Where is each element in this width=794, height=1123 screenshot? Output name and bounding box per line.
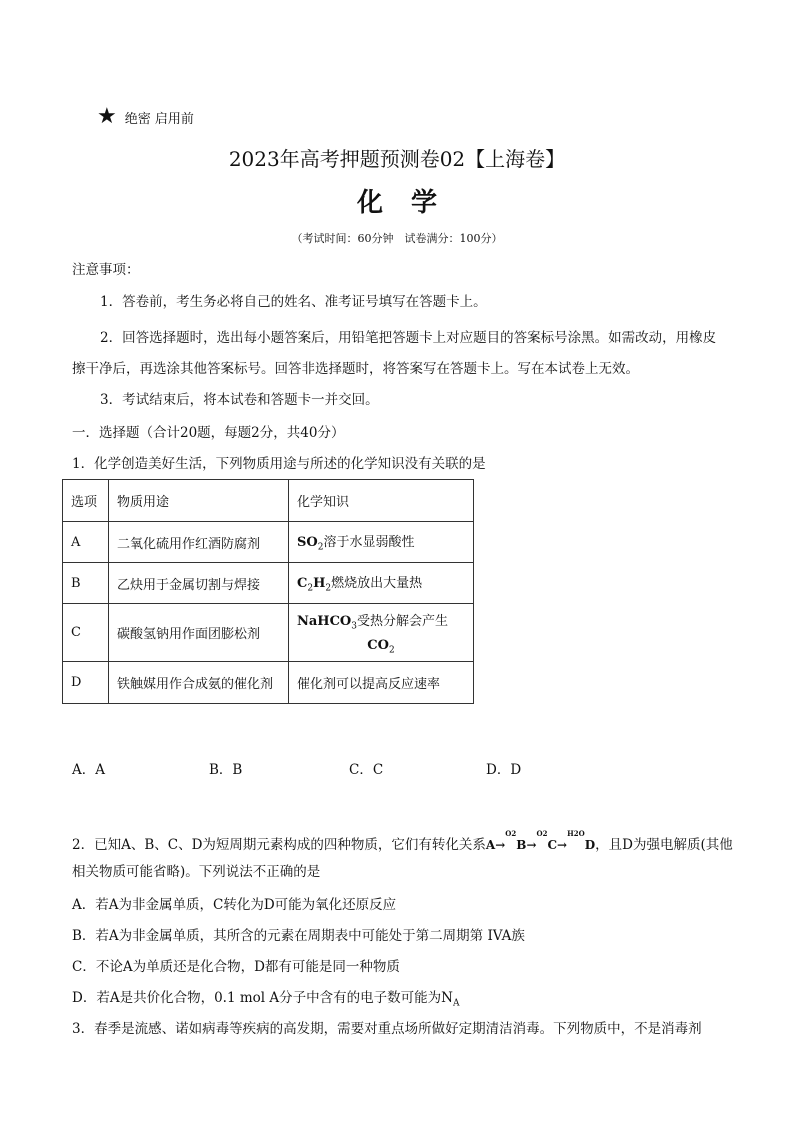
chain-d: D	[584, 838, 596, 852]
table-cell-use: 二氧化硫用作红酒防腐剂	[109, 522, 289, 563]
question-2-option-d	[72, 988, 459, 1014]
arrow-icon: →	[495, 838, 506, 852]
option-d-text: D．若A是共价化合物，0.1 mol A分子中含有的电子数可能为N	[72, 990, 453, 1006]
table-cell-knowledge	[289, 604, 474, 662]
table-header-row	[63, 480, 474, 522]
subject-title: 化学	[356, 188, 465, 218]
confidential-mark	[97, 106, 194, 128]
table-cell-option: C	[63, 604, 109, 662]
star-icon: ★	[97, 104, 117, 129]
question-1-table	[62, 479, 474, 704]
notice-item-3: 3．考试结束后，将本试卷和答题卡一并交回。	[100, 392, 379, 408]
question-2-option-a: A．若A为非金属单质，C转化为D可能为氧化还原反应	[72, 897, 397, 913]
table-cell-option: D	[63, 662, 109, 704]
chain-a: A	[485, 838, 496, 852]
question-1-stem: 1．化学创造美好生活，下列物质用途与所述的化学知识没有关联的是	[72, 456, 486, 472]
table-cell-knowledge	[289, 563, 474, 604]
table-cell-knowledge: 催化剂可以提高反应速率	[289, 662, 474, 704]
notice-heading: 注意事项：	[72, 262, 140, 278]
chain-reagent-3: H2O	[567, 829, 585, 838]
option-d: D．D	[486, 762, 522, 778]
table-cell-knowledge	[289, 522, 474, 563]
option-c: C．C	[349, 762, 384, 778]
conversion-chain	[485, 829, 596, 855]
formula: NaHCO	[297, 613, 352, 629]
chain-reagent-1: O2	[505, 829, 517, 838]
arrow-icon: →	[526, 838, 537, 852]
table-cell-option: B	[63, 563, 109, 604]
formula: H	[313, 576, 326, 592]
formula-sub: 2	[307, 583, 314, 594]
question-2-stem-b: ，且D为强电解质(其他	[595, 837, 733, 853]
question-2-option-b: B．若A为非金属单质，其所含的元素在周期表中可能处于第二周期第 IVA族	[72, 928, 525, 944]
table-header: 化学知识	[289, 480, 474, 522]
table-cell-use: 铁触媒用作合成氨的催化剂	[109, 662, 289, 704]
secret-label: 绝密 启用前	[124, 111, 194, 127]
chain-reagent-2: O2	[536, 829, 548, 838]
table-row	[63, 604, 474, 662]
formula: C	[297, 576, 308, 592]
formula-sub: 2	[317, 542, 324, 553]
option-d-sub: A	[452, 998, 460, 1009]
formula: SO	[297, 535, 318, 551]
chain-c: C	[547, 838, 558, 852]
question-2-stem-c: 相关物质可能省略)。下列说法不正确的是	[72, 864, 321, 880]
chain-b: B	[516, 838, 527, 852]
question-2-option-c: C．不论A为单质还是化合物，D都有可能是同一种物质	[72, 959, 400, 975]
option-a: A．A	[72, 762, 105, 778]
arrow-icon: →	[557, 838, 568, 852]
option-b: B．B	[209, 762, 243, 778]
paper-title: 2023年高考押题预测卷02【上海卷】	[228, 147, 566, 171]
table-row	[63, 662, 474, 704]
question-3-stem: 3．春季是流感、诺如病毒等疾病的高发期，需要对重点场所做好定期清洁消毒。下列物质中，不是消毒剂	[72, 1021, 702, 1037]
table-cell-use: 碳酸氢钠用作面团膨松剂	[109, 604, 289, 662]
knowledge-text: 燃烧放出大量热	[331, 576, 423, 592]
exam-info: （考试时间：60分钟 试卷满分：100分）	[291, 232, 503, 245]
notice-item-1: 1．答卷前，考生务必将自己的姓名、准考证号填写在答题卡上。	[100, 294, 487, 310]
knowledge-text: 受热分解会产生	[357, 613, 449, 629]
table-row	[63, 522, 474, 563]
formula-sub: 3	[351, 621, 357, 632]
formula-sub: 2	[388, 645, 395, 656]
question-2-stem	[72, 829, 733, 855]
section-heading: 一．选择题（合计20题，每题2分，共40分）	[72, 425, 345, 441]
table-cell-use: 乙炔用于金属切割与焊接	[109, 563, 289, 604]
question-2-stem-a: 2．已知A、B、C、D为短周期元素构成的四种物质，它们有转化关系	[72, 837, 486, 853]
formula-sub: 2	[325, 583, 332, 594]
table-header: 选项	[63, 480, 109, 522]
knowledge-text: 溶于水显弱酸性	[323, 535, 415, 551]
formula: CO	[367, 637, 389, 653]
table-header: 物质用途	[109, 480, 289, 522]
table-cell-option: A	[63, 522, 109, 563]
notice-item-2: 2．回答选择题时，选出每小题答案后，用铅笔把答题卡上对应题目的答案标号涂黑。如需改动，用橡皮擦干净后，再选涂其他答案标号。回答非选择题时，将答案写在答题卡上。写在本试卷上无效。	[72, 330, 717, 377]
table-row	[63, 563, 474, 604]
